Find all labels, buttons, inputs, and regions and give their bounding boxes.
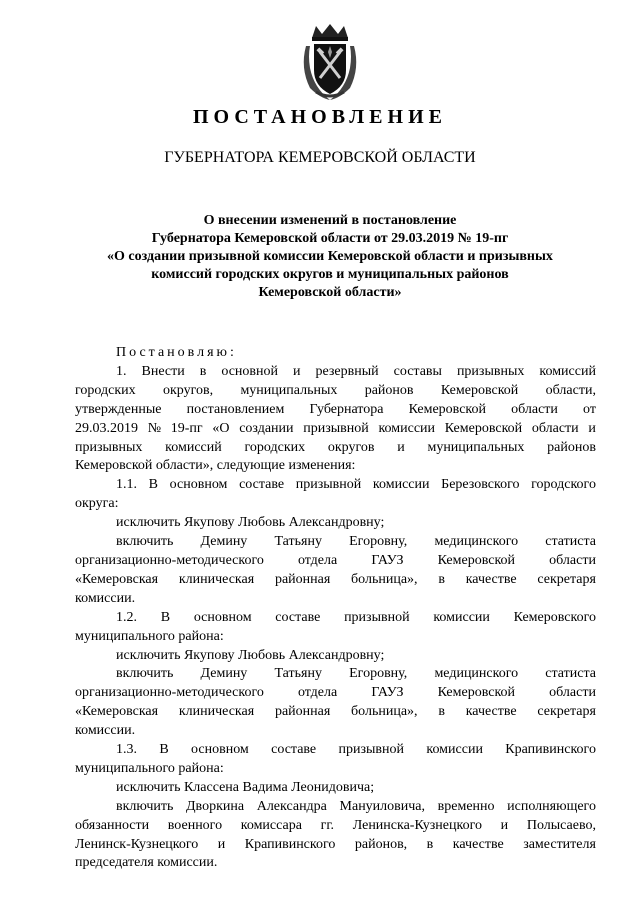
subject-line: «О создании призывной комиссии Кемеровской области и призывных (107, 249, 553, 264)
body-word: районов, (354, 836, 408, 852)
body-line (75, 684, 596, 703)
body-word: Полысаево, (526, 817, 596, 833)
body-line (75, 779, 596, 798)
body-word: и (293, 363, 301, 379)
body-word: В (159, 742, 169, 758)
body-word: комиссий (539, 363, 596, 379)
body-word: медицинского (434, 534, 519, 550)
body-word: комиссий (165, 439, 222, 455)
body-word: Ленинска-Кузнецкого (352, 817, 482, 833)
body-word: в (438, 704, 445, 720)
body-line (75, 817, 596, 836)
body-word: отдела (297, 685, 338, 701)
issuer-line: ГУБЕРНАТОРА КЕМЕРОВСКОЙ ОБЛАСТИ (164, 149, 476, 166)
body-word: Александра (256, 798, 327, 814)
body-line-text: Кемеровской области», следующие изменения: (75, 458, 356, 474)
body-word: Крапивинского (505, 742, 596, 758)
body-line-text: муниципального района: (75, 760, 224, 776)
body-line (75, 495, 596, 514)
document-subject (60, 212, 600, 302)
body-word: составе (239, 477, 285, 493)
body-word: 1.1. (116, 477, 137, 493)
body-word: области (511, 401, 558, 417)
body-word: гг. (320, 817, 335, 833)
body-word: «Кемеровская (75, 571, 159, 587)
body-word: и (500, 817, 509, 833)
body-word: призывной (295, 477, 362, 493)
body-word: и (217, 836, 226, 852)
body-line (75, 798, 596, 817)
body-word: основной (221, 363, 278, 379)
body-line-text: округа: (75, 496, 119, 512)
body-line-text: исключить Якупову Любовь Александровну; (116, 647, 385, 663)
body-word: призывной (344, 609, 410, 625)
kemerovo-coat-of-arms-icon (298, 22, 362, 102)
body-word: секретаря (537, 704, 596, 720)
body-word: Татьяну (274, 534, 322, 550)
body-word: № (147, 420, 162, 436)
body-word: округов (327, 439, 375, 455)
body-word: ГАУЗ (371, 685, 404, 701)
body-word: Мануиловича, (339, 798, 426, 814)
body-line (75, 571, 596, 590)
body-word: комиссии (433, 609, 490, 625)
body-word: Кемеровской (437, 685, 516, 701)
body-word: Кемеровского (513, 609, 596, 625)
body-word: исполняющего (507, 798, 596, 814)
body-word: 1.3. (116, 742, 137, 758)
body-word: муниципальных (240, 382, 338, 398)
body-word: включить (116, 798, 174, 814)
body-word: Ленинск-Кузнецкого (75, 836, 199, 852)
body-word: и (588, 420, 596, 436)
body-line (75, 363, 596, 382)
body-word: районная (274, 571, 331, 587)
body-word: клиническая (178, 571, 255, 587)
body-word: составы (393, 363, 442, 379)
body-word: Егоровну, (349, 534, 408, 550)
body-line (75, 665, 596, 684)
body-word: округов, (162, 382, 214, 398)
body-line-text: комиссии. (75, 723, 136, 739)
body-word: области (549, 685, 596, 701)
body-line (75, 609, 596, 628)
body-word: муниципальных (427, 439, 525, 455)
body-word: комиссии (426, 742, 483, 758)
body-word: составе (271, 742, 317, 758)
body-word: области, (545, 382, 596, 398)
body-word: больница», (351, 571, 418, 587)
body-word: создании (239, 420, 294, 436)
body-word: городских (75, 382, 136, 398)
body-word: Крапивинского (244, 836, 336, 852)
body-line (75, 401, 596, 420)
body-line (75, 552, 596, 571)
body-word: Кемеровской (437, 552, 516, 568)
body-word: медицинского (434, 666, 519, 682)
body-word: комиссии (372, 477, 430, 493)
body-word: организационно-методического (75, 552, 264, 568)
document-body (75, 344, 596, 873)
body-word: Кемеровской (444, 420, 523, 436)
body-line (75, 457, 596, 476)
body-word: в (438, 571, 445, 587)
subject-line: Кемеровской области» (258, 285, 402, 300)
body-word: области (549, 552, 596, 568)
body-line (75, 836, 596, 855)
body-line (75, 741, 596, 760)
body-line (75, 722, 596, 741)
body-word: постановлением (186, 401, 285, 417)
body-line (75, 533, 596, 552)
body-word: Демину (200, 666, 248, 682)
body-word: составе (275, 609, 321, 625)
body-line-text: исключить Якупову Любовь Александровну; (116, 515, 385, 531)
body-word: Егоровну, (349, 666, 408, 682)
body-line (75, 590, 596, 609)
body-word: временно (437, 798, 495, 814)
body-word: основном (191, 742, 249, 758)
body-line (75, 647, 596, 666)
body-word: секретаря (537, 571, 596, 587)
subject-line: Губернатора Кемеровской области от 29.03.2019 № 19-пг (151, 231, 509, 246)
body-word: клиническая (178, 704, 255, 720)
body-word: качестве (465, 571, 517, 587)
body-line (75, 420, 596, 439)
body-word: Губернатора (309, 401, 384, 417)
body-word: 19-пг (170, 420, 203, 436)
body-word: городских (244, 439, 306, 455)
body-line-text: исключить Классена Вадима Леонидовича; (116, 779, 375, 795)
body-word: включить (116, 666, 174, 682)
body-word: ГАУЗ (371, 552, 404, 568)
body-word: «О (212, 420, 230, 436)
body-word: призывных (75, 439, 143, 455)
body-word: Кемеровской (408, 401, 486, 417)
body-word: Березовского (441, 477, 520, 493)
body-word: области (531, 420, 579, 436)
body-word: Татьяну (274, 666, 322, 682)
body-word: Внести (141, 363, 185, 379)
body-word: В (160, 609, 171, 625)
body-word: утвержденные (75, 401, 162, 417)
body-word: обязанности (75, 817, 150, 833)
body-word: включить (116, 534, 174, 550)
body-word: 29.03.2019 (75, 420, 138, 436)
body-line (75, 703, 596, 722)
body-word: «Кемеровская (75, 704, 159, 720)
body-word: районов (547, 439, 596, 455)
body-word: 1. (116, 363, 127, 379)
body-word: статиста (545, 534, 596, 550)
body-line-text: муниципального района: (75, 628, 224, 644)
body-line (75, 514, 596, 533)
body-word: Дворкина (186, 798, 245, 814)
body-word: призывной (303, 420, 369, 436)
body-word: комиссии (378, 420, 436, 436)
body-word: отдела (297, 552, 338, 568)
body-line (75, 760, 596, 779)
body-word: Демину (200, 534, 248, 550)
body-word: основном (169, 477, 228, 493)
body-line (75, 344, 596, 363)
body-word: качестве (465, 704, 517, 720)
body-word: Кемеровской (440, 382, 519, 398)
document-type-title: ПОСТАНОВЛЕНИЕ (193, 106, 447, 128)
body-word: в (199, 363, 207, 379)
subject-line: комиссий городских округов и муниципальных районов (151, 267, 509, 282)
body-line-text: Постановляю: (116, 345, 237, 360)
body-line (75, 382, 596, 401)
body-word: заместителя (523, 836, 596, 852)
body-word: призывной (338, 742, 405, 758)
body-word: городского (531, 477, 596, 493)
body-word: В (148, 477, 158, 493)
body-word: и (397, 439, 405, 455)
body-word: больница», (351, 704, 418, 720)
subject-line: О внесении изменений в постановление (203, 213, 457, 228)
body-word: качестве (452, 836, 504, 852)
body-word: военного (167, 817, 223, 833)
body-word: районная (274, 704, 331, 720)
body-word: основном (193, 609, 252, 625)
body-word: от (583, 401, 596, 417)
body-word: 1.2. (116, 609, 137, 625)
body-word: в (426, 836, 434, 852)
body-word: резервный (315, 363, 379, 379)
body-line (75, 854, 596, 873)
body-word: районов (364, 382, 414, 398)
body-line-text: комиссии. (75, 590, 136, 606)
body-line (75, 628, 596, 647)
body-line (75, 476, 596, 495)
body-word: комиссара (240, 817, 302, 833)
body-line-text: председателя комиссии. (75, 855, 218, 871)
body-word: статиста (545, 666, 596, 682)
body-word: организационно-методического (75, 685, 264, 701)
body-word: призывных (456, 363, 525, 379)
body-line (75, 439, 596, 458)
